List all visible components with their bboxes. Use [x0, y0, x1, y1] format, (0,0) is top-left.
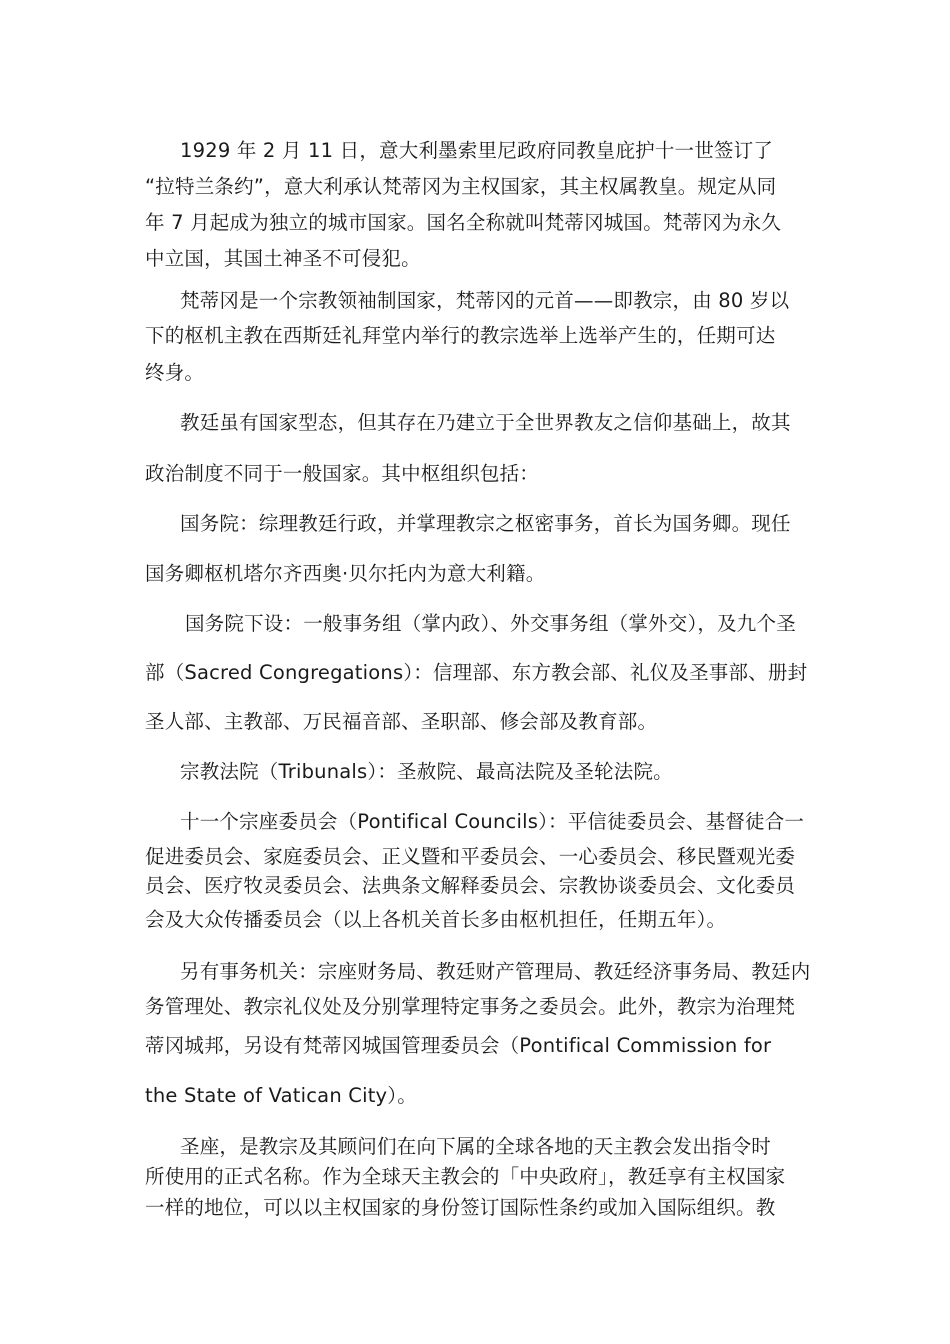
paragraph-line: 务管理处、教宗礼仪处及分别掌理特定事务之委员会。此外，教宗为治理梵: [145, 995, 796, 1018]
paragraph-line: 国务卿枢机塔尔齐西奥·贝尔托内为意大利籍。: [145, 562, 546, 585]
paragraph-line: 教廷虽有国家型态，但其存在乃建立于全世界教友之信仰基础上，故其: [180, 411, 791, 434]
paragraph-line: the State of Vatican City）。: [145, 1084, 417, 1107]
paragraph-line: 1929 年 2 月 11 日，意大利墨索里尼政府同教皇庇护十一世签订了: [180, 139, 774, 162]
paragraph-line: 国务院下设：一般事务组（掌内政）、外交事务组（掌外交），及九个圣: [185, 612, 796, 635]
paragraph-line: 终身。: [145, 361, 205, 384]
paragraph-line: 圣座，是教宗及其顾问们在向下属的全球各地的天主教会发出指令时: [180, 1135, 772, 1158]
paragraph-line: 宗教法院（Tribunals）：圣赦院、最高法院及圣轮法院。: [180, 760, 673, 783]
paragraph-line: 促进委员会、家庭委员会、正义暨和平委员会、一心委员会、移民暨观光委: [145, 845, 796, 868]
paragraph-line: 蒂冈城邦，另设有梵蒂冈城国管理委员会（Pontifical Commission for: [145, 1034, 772, 1057]
paragraph-line: 部（Sacred Congregations）：信理部、东方教会部、礼仪及圣事部、册封: [145, 661, 808, 684]
paragraph-line: 十一个宗座委员会（Pontifical Councils）：平信徒委员会、基督徒合一: [180, 810, 805, 833]
paragraph-line: 另有事务机关：宗座财务局、教廷财产管理局、教廷经济事务局、教廷内: [180, 960, 810, 983]
paragraph-line: 一样的地位，可以以主权国家的身份签订国际性条约或加入国际组织。教: [145, 1196, 776, 1219]
paragraph-line: 政治制度不同于一般国家。其中枢组织包括：: [145, 462, 540, 485]
paragraph-line: 国务院：综理教廷行政，并掌理教宗之枢密事务，首长为国务卿。现任: [180, 512, 791, 535]
paragraph-line: 年 7 月起成为独立的城市国家。国名全称就叫梵蒂冈城国。梵蒂冈为永久: [145, 211, 782, 234]
paragraph-line: 会及大众传播委员会（以上各机关首长多由枢机担任，任期五年）。: [145, 908, 727, 931]
paragraph-line: “拉特兰条约”，意大利承认梵蒂冈为主权国家，其主权属教皇。规定从同: [145, 175, 777, 198]
paragraph-line: 中立国，其国土神圣不可侵犯。: [145, 247, 421, 270]
paragraph-line: 所使用的正式名称。作为全球天主教会的「中央政府」，教廷享有主权国家: [145, 1165, 786, 1188]
paragraph-line: 梵蒂冈是一个宗教领袖制国家，梵蒂冈的元首——即教宗，由 80 岁以: [180, 289, 790, 312]
paragraph-line: 下的枢机主教在西斯廷礼拜堂内举行的教宗选举上选举产生的，任期可达: [145, 324, 776, 347]
paragraph-line: 圣人部、主教部、万民福音部、圣职部、修会部及教育部。: [145, 710, 658, 733]
paragraph-line: 员会、医疗牧灵委员会、法典条文解释委员会、宗教协谈委员会、文化委员: [145, 874, 796, 897]
